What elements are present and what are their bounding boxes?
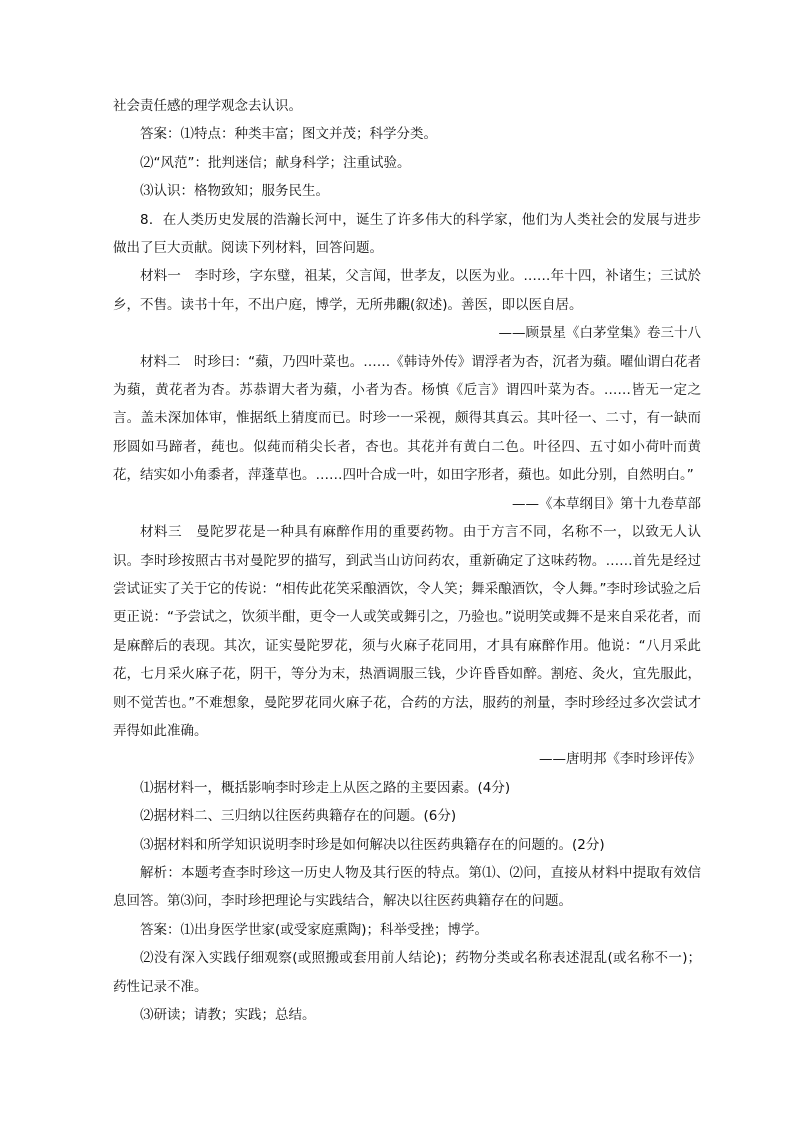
sub-question-3: ⑶据材料和所学知识说明李时珍是如何解决以往医药典籍存在的问题的。(2分) bbox=[140, 836, 605, 853]
material-1: 材料一 李时珍，字东璧，祖某，父言闻，世孝友，以医为业。……年十四，补诸生；三试於乡，不售。读书十年，不出户庭，博学，无所弗覼(叙述)。善医，即以医自居。 bbox=[113, 268, 701, 313]
answer-line-3: ⑶认识：格物致知；服务民生。 bbox=[140, 183, 329, 200]
question-8-stem: 8．在人类历史发展的浩瀚长河中，诞生了许多伟大的科学家，他们为人类社会的发展与进步做出了巨大贡献。阅读下列材料，回答问题。 bbox=[113, 211, 701, 257]
answer-8-3: ⑶研读；请教；实践；总结。 bbox=[140, 1007, 316, 1023]
material-1-source: ——顾景星《白茅堂集》卷三十八 bbox=[498, 325, 701, 342]
answer-8-1: 答案：⑴出身医学世家(或受家庭熏陶)；科举受挫；博学。 bbox=[140, 921, 489, 938]
material-3: 材料三 曼陀罗花是一种具有麻醉作用的重要药物。由于方言不同，名称不一，以致无人认识。李时珍按照古书对曼陀罗的描写，到武当山访问药农，重新确定了这味药物。……首先是经过尝试证实了关于它的传说：“相传此花笑采酿酒饮，令人笑；舞采酿酒饮，令人舞。”李时珍试验之后更正说：“予尝试之，饮须半酣，更令一人或笑或舞引之，乃验也。”说明笑或舞不是来自采花者，而是麻醉后的表现。其次，证实曼陀罗花，须与火麻子花同用，才具有麻醉作用。他说：“八月采此花，七月采火麻子花，阴干，等分为末，热酒调服三钱，少许昏昏如醉。割疮、灸火，宜先服此，则不觉苦也。”不难想象，曼陀罗花同火麻子花，合药的方法，服药的剂量，李时珍经过多次尝试才弄得如此准确。 bbox=[113, 524, 701, 739]
material-2-source: ——《本草纲目》第十九卷草部 bbox=[512, 495, 701, 512]
answer-line-1: 答案：⑴特点：种类丰富；图文并茂；科学分类。 bbox=[140, 126, 437, 143]
analysis-paragraph: 解析：本题考查李时珍这一历史人物及其行医的特点。第⑴、⑵问，直接从材料中提取有效信息回答。第⑶问，李时珍把理论与实践结合，解决以往医药典籍存在的问题。 bbox=[113, 864, 701, 910]
material-2: 材料二 时珍曰：“蘋，乃四叶菜也。……《韩诗外传》谓浮者为杏，沉者为蘋。曜仙谓白花者为蘋，黄花者为杏。苏恭谓大者为蘋，小者为杏。杨慎《卮言》谓四叶菜为杏。……皆无一定之言。盖未深加体审，惟据纸上猜度而已。时珍一一采视，颇得其真云。其叶径一、二寸，有一缺而形圆如马蹄者，莼也。似莼而稍尖长者，杏也。其花并有黄白二色。叶径四、五寸如小荷叶而黄花，结实如小角黍者，萍蓬草也。……四叶合成一叶，如田字形者，蘋也。如此分别，自然明白。” bbox=[113, 353, 701, 484]
continuation-line: 社会责任感的理学观念去认识。 bbox=[113, 98, 302, 114]
answer-8-2: ⑵没有深入实践仔细观察(或照搬或套用前人结论)；药物分类或名称表述混乱(或名称不一)；药性记录不准。 bbox=[113, 950, 701, 995]
answer-line-2: ⑵“风范”：批判迷信；献身科学；注重试验。 bbox=[140, 154, 411, 171]
document-page bbox=[113, 92, 701, 1029]
sub-question-2: ⑵据材料二、三归纳以往医药典籍存在的问题。(6分) bbox=[140, 808, 457, 825]
material-3-source: ——唐明邦《李时珍评传》 bbox=[539, 751, 701, 768]
sub-question-1: ⑴据材料一，概括影响李时珍走上从医之路的主要因素。(4分) bbox=[140, 779, 511, 796]
